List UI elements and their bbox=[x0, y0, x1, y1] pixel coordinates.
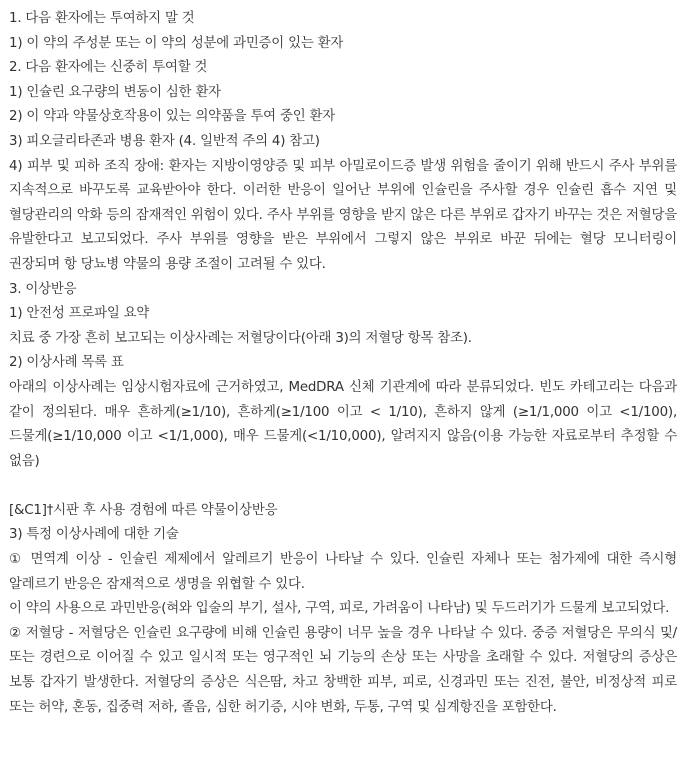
contraindication-item-1: 1) 이 약의 주성분 또는 이 약의 성분에 과민증이 있는 환자 bbox=[9, 35, 344, 51]
document-body bbox=[9, 7, 677, 720]
hypoglycemia-paragraph: ② 저혈당 - 저혈당은 인슐린 요구량에 비해 인슐린 용량이 너무 높을 경우 나타날 수 있다. 중증 저혈당은 무의식 및/또는 경련으로 이어질 수 있고 일시적 또는 영구적인 뇌 기능의 손상 또는 사망을 초래할 수 있다. 저혈당의 증상은 보통 갑자기 발생한다. 저혈당의 증상은 식은땀, 차고 창백한 피부, 피로, 신경과민 또는 진전, 불안, 비정상적 피로 또는 허약, 혼동, 집중력 저하, 졸음, 심한 허기증, 시야 변화, 두통, 구역 및 심계항진을 포함한다. bbox=[9, 625, 677, 715]
section-adverse-reactions-heading: 3. 이상반응 bbox=[9, 281, 77, 297]
adverse-events-table-heading: 2) 이상사례 목록 표 bbox=[9, 355, 124, 371]
hypersensitivity-paragraph: 이 약의 사용으로 과민반응(혀와 입술의 부기, 설사, 구역, 피로, 가려움이 나타남) 및 두드러기가 드물게 보고되었다. bbox=[9, 601, 670, 617]
adverse-events-frequency-text: 아래의 이상사례는 임상시험자료에 근거하였고, MedDRA 신체 기관계에 따라 분류되었다. 빈도 카테고리는 다음과 같이 정의된다. 매우 흔하게(≥1/10), 흔하게(≥1/100 이고 < 1/10), 흔하지 않게 (≥1/1,000 이고 <1/100), 드물게(≥1/10,000 이고 <1/1,000), 매우 드물게(<1/10,000), 알려지지 않음(이용 가능한 자료로부터 추정할 수 없음) bbox=[9, 379, 677, 469]
safety-profile-text: 치료 중 가장 흔히 보고되는 이상사례는 저혈당이다(아래 3)의 저혈당 항목 참조). bbox=[9, 330, 472, 346]
section-contraindications-heading: 1. 다음 환자에는 투여하지 말 것 bbox=[9, 11, 195, 26]
caution-item-3: 3) 피오글리타존과 병용 환자 (4. 일반적 주의 4) 참고) bbox=[9, 133, 320, 149]
immune-system-paragraph: ① 면역계 이상 - 인슐린 제제에서 알레르기 반응이 나타날 수 있다. 인슐린 자체나 또는 첨가제에 대한 즉시형 알레르기 반응은 잠재적으로 생명을 위협할 수 있다. bbox=[9, 552, 677, 592]
caution-item-4: 4) 피부 및 피하 조직 장애: 환자는 지방이영양증 및 피부 아밀로이드증 발생 위험을 줄이기 위해 반드시 주사 부위를 지속적으로 바꾸도록 교육받아야 한다. 이러한 반응이 일어난 부위에 인슐린을 주사할 경우 인슐린 흡수 지연 및 혈당관리의 악화 등의 잠재적인 위험이 있다. 주사 부위를 영향을 받지 않은 다른 부위로 갑자기 바꾸는 것은 저혈당을 유발한다고 보고되었다. 주사 부위를 영향을 받은 부위에서 그렇지 않은 부위로 바꾼 뒤에는 혈당 모니터링이 권장되며 항 당뇨병 약물의 용량 조절이 고려될 수 있다. bbox=[9, 158, 677, 272]
caution-item-2: 2) 이 약과 약물상호작용이 있는 의약품을 투여 중인 환자 bbox=[9, 109, 335, 125]
post-marketing-heading: [&C1]†시판 후 사용 경험에 따른 약물이상반응 bbox=[9, 502, 278, 518]
specific-events-heading: 3) 특정 이상사례에 대한 기술 bbox=[9, 527, 179, 543]
section-caution-heading: 2. 다음 환자에는 신중히 투여할 것 bbox=[9, 60, 208, 76]
caution-item-1: 1) 인슐린 요구량의 변동이 심한 환자 bbox=[9, 84, 221, 100]
blank-line bbox=[9, 474, 677, 499]
safety-profile-heading: 1) 안전성 프로파일 요약 bbox=[9, 306, 150, 322]
